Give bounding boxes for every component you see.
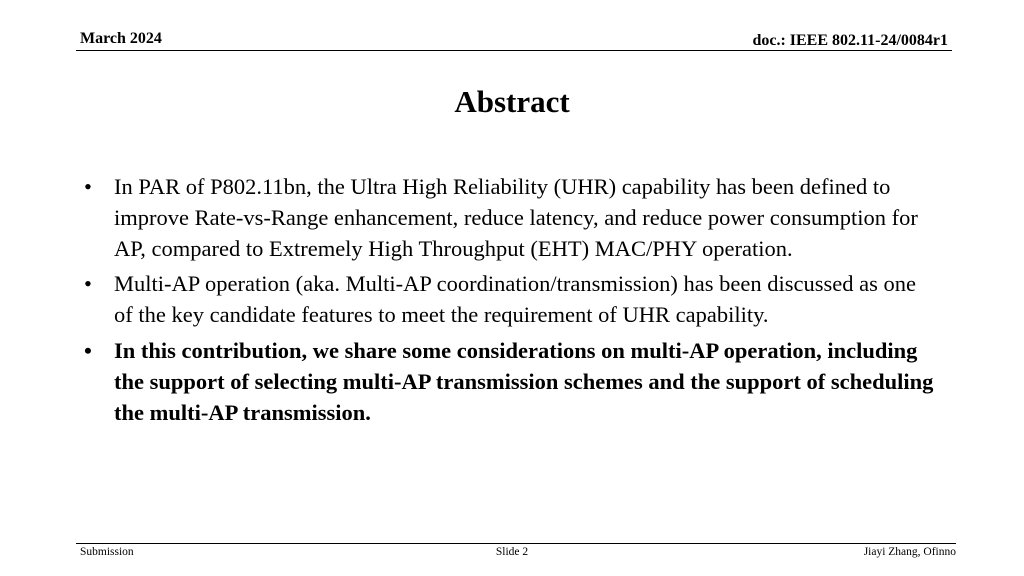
bullet-text: Multi-AP operation (aka. Multi-AP coordination/transmission) has been discussed as one of the key candidate features to meet the requirement of UHR capability. xyxy=(114,271,916,328)
bullet-marker: • xyxy=(84,271,92,297)
bullet-item-contribution xyxy=(80,336,940,428)
bullet-marker: • xyxy=(84,337,92,363)
slide-title: Abstract xyxy=(454,84,570,119)
bullet-text: In PAR of P802.11bn, the Ultra High Reliability (UHR) capability has been defined to improve Rate-vs-Range enhancement, reduce latency, and reduce power consumption for AP, compared to Extremely High Throughput (EHT) MAC/PHY operation. xyxy=(114,174,918,261)
footer-divider xyxy=(76,543,956,544)
header-divider xyxy=(76,50,952,51)
bullet-text: In this contribution, we share some considerations on multi-AP operation, including the support of selecting multi-AP transmission schemes and the support of scheduling the multi-AP transmission. xyxy=(114,337,934,425)
header-doc-id: doc.: IEEE 802.11-24/0084r1 xyxy=(752,32,948,49)
bullet-marker: • xyxy=(84,174,92,199)
bullet-item-multi-ap xyxy=(80,269,940,331)
footer-author: Jiayi Zhang, Ofinno xyxy=(863,546,956,558)
bullet-item-uhr-par xyxy=(80,172,940,264)
header-date: March 2024 xyxy=(80,30,162,47)
bullet-list xyxy=(80,172,940,433)
footer-submission: Submission xyxy=(80,546,134,558)
footer-slide-number: Slide 2 xyxy=(495,546,529,558)
